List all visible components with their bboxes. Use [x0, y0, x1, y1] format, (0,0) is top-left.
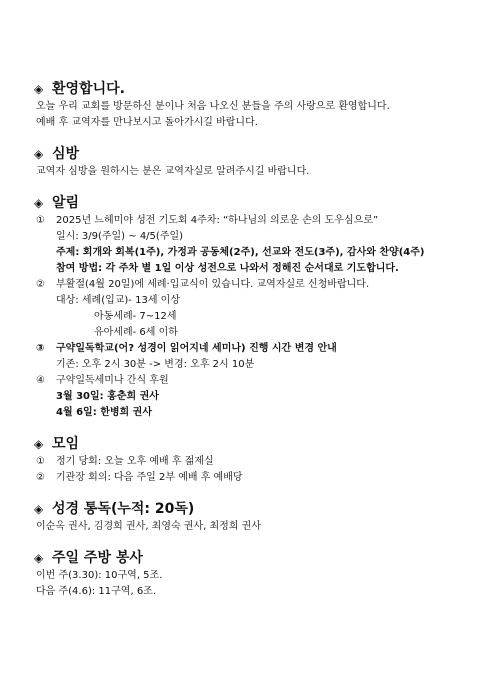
item-text: 구약일독세미나 간식 후원: [56, 375, 169, 386]
item-detail: 아동세례- 7~12세: [94, 311, 177, 322]
item-detail: 일시: 3/9(주일) ~ 4/5(주일): [56, 231, 184, 242]
welcome-text: [34, 99, 457, 131]
item-text: 구약일독학교(어? 성경이 읽어지네 세미나) 진행 시간 변경 안내: [56, 343, 337, 354]
item-number: ①: [36, 456, 45, 467]
text-line: 예배 후 교역자를 만나보시고 돌아가시길 바랍니다.: [36, 117, 258, 128]
section-title: 심방: [52, 146, 80, 162]
notice-item: [36, 373, 457, 389]
notices-list: [34, 213, 457, 421]
meeting-item: [36, 470, 457, 486]
item-text: 2025년 느헤미야 성전 기도회 4주차: “하나님의 의로운 손의 도우심으로”: [56, 215, 379, 226]
item-text: 기관장 회의: 다음 주일 2부 예배 후 예배당: [56, 472, 243, 483]
section-heading: [34, 80, 457, 98]
diamond-bullet-icon: ◈: [34, 437, 44, 451]
item-number: ②: [36, 279, 45, 290]
text-line: 다음 주(4.6): 11구역, 6조.: [36, 586, 157, 597]
meeting-item: [36, 454, 457, 470]
bible-reading-section: [34, 500, 457, 535]
section-title: 환영합니다.: [52, 81, 125, 97]
section-title: 성경 통독(누적: 20독): [52, 501, 195, 517]
item-number: ④: [36, 375, 45, 386]
section-heading: [34, 500, 457, 518]
diamond-bullet-icon: ◈: [34, 502, 44, 516]
item-detail: 4월 6일: 한병희 권사: [56, 407, 152, 418]
item-number: ②: [36, 472, 45, 483]
meetings-list: [34, 454, 457, 486]
section-heading: [34, 145, 457, 163]
item-detail: 기존: 오후 2시 30분 -> 변경: 오후 2시 10분: [56, 359, 255, 370]
meetings-section: [34, 435, 457, 486]
item-detail: 참여 방법: 각 주차 별 1일 이상 성전으로 나와서 정해진 순서대로 기도합니다.: [56, 263, 399, 274]
bible-reading-text: [34, 519, 457, 535]
notice-item: [36, 213, 457, 229]
diamond-bullet-icon: ◈: [34, 196, 44, 210]
notice-item: [36, 277, 457, 293]
item-detail: 3월 30일: 홍춘희 권사: [56, 391, 159, 402]
section-heading: [34, 549, 457, 567]
item-number: ③: [36, 343, 45, 354]
text-line: 오늘 우리 교회를 방문하신 분이나 처음 나오신 분들을 주의 사랑으로 환영합니다.: [36, 101, 390, 112]
item-detail: 주제: 회개와 회복(1주), 가정과 공동체(2주), 선교와 전도(3주), 감사와 찬양(4주): [56, 247, 425, 258]
text-line: 이순옥 권사, 김경희 권사, 최영숙 권사, 최정희 권사: [36, 521, 261, 532]
welcome-section: [34, 80, 457, 131]
item-text: 부활절(4월 20일)에 세례·입교식이 있습니다. 교역자실로 신청바랍니다.: [56, 279, 370, 290]
kitchen-service-section: [34, 549, 457, 600]
item-detail: 유아세례- 6세 이하: [94, 327, 178, 338]
diamond-bullet-icon: ◈: [34, 82, 44, 96]
diamond-bullet-icon: ◈: [34, 147, 44, 161]
kitchen-service-text: [34, 568, 457, 600]
section-heading: [34, 435, 457, 453]
text-line: 이번 주(3.30): 10구역, 5조.: [36, 570, 163, 581]
visitation-text: [34, 164, 457, 180]
section-title: 주일 주방 봉사: [52, 550, 143, 566]
section-heading: [34, 194, 457, 212]
diamond-bullet-icon: ◈: [34, 551, 44, 565]
notices-section: [34, 194, 457, 421]
item-text: 정기 당회: 오늘 오후 예배 후 젊제실: [56, 456, 214, 467]
item-detail: 대상: 세례(입교)- 13세 이상: [56, 295, 180, 306]
text-line: 교역자 심방을 원하시는 분은 교역자실로 알려주시길 바랍니다.: [36, 166, 310, 177]
section-title: 알림: [52, 195, 80, 211]
item-number: ①: [36, 215, 45, 226]
notice-item: [36, 341, 457, 357]
visitation-section: [34, 145, 457, 180]
section-title: 모임: [52, 436, 80, 452]
